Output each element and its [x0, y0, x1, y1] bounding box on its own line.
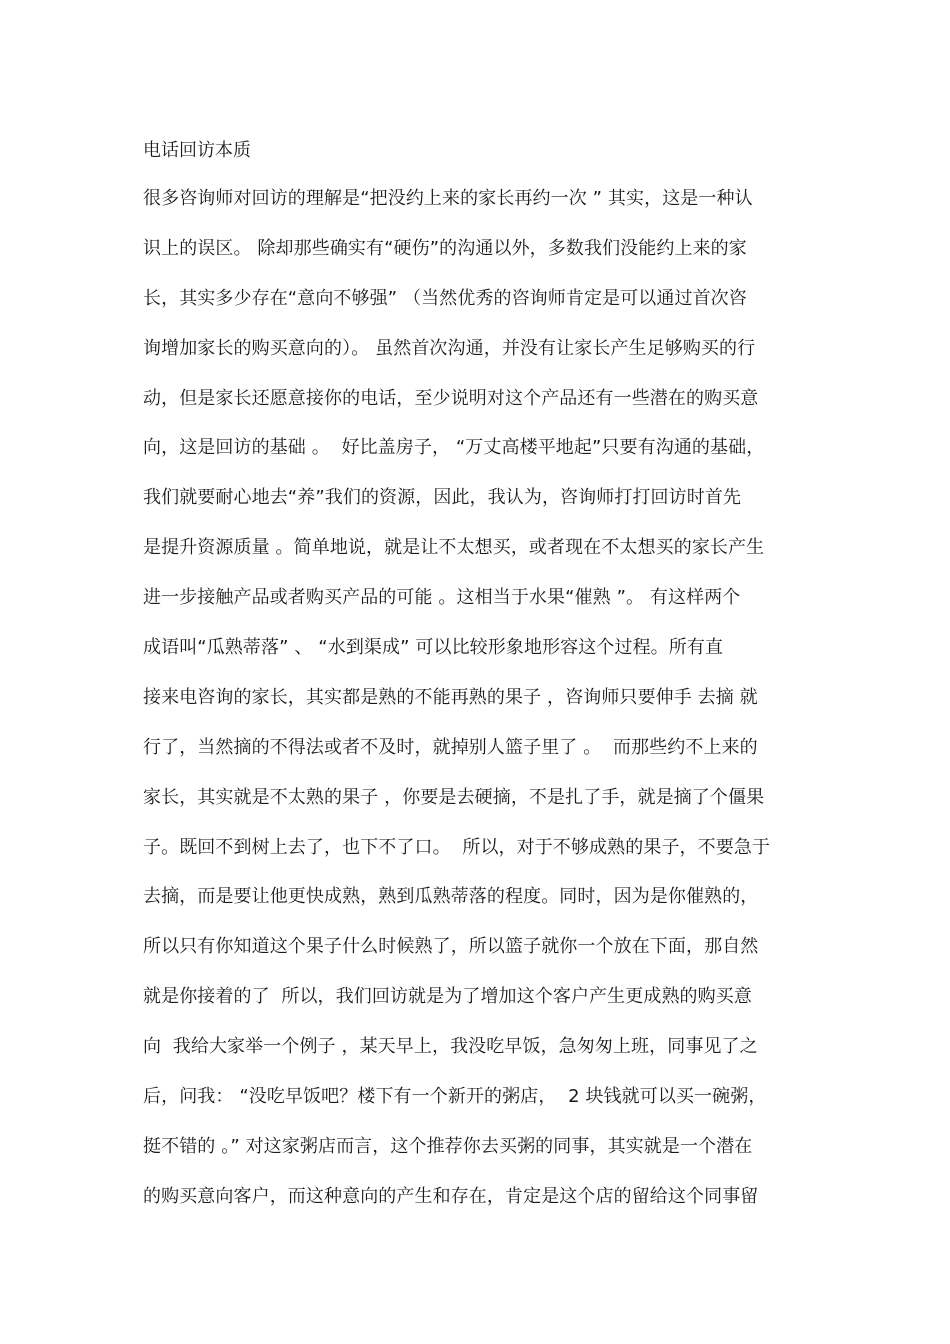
body-line: 是提升资源质量 。简单地说，就是让不太想买，或者现在不太想买的家长产生: [143, 537, 765, 559]
body-line: 询增加家长的购买意向的）。 虽然首次沟通，并没有让家长产生足够购买的行: [143, 337, 756, 359]
body-line: 向 我给大家举一个例子 ，某天早上，我没吃早饭，急匆匆上班，同事见了之: [143, 1036, 758, 1058]
body-line: 所以只有你知道这个果子什么时候熟了，所以篮子就你一个放在下面，那自然: [143, 936, 759, 958]
body-line: 去摘，而是要让他更快成熟，熟到瓜熟蒂落的程度。同时，因为是你催熟的，: [143, 886, 759, 908]
body-line: 子。既回不到树上去了，也下不了口。 所以，对于不够成熟的果子，不要急于: [143, 836, 771, 858]
body-line: 长，其实多少存在“意向不够强” （当然优秀的咨询师肯定是可以通过首次咨: [143, 287, 747, 309]
body-line: 接来电咨询的家长，其实都是熟的不能再熟的果子 ，咨询师只要伸手 去摘 就: [143, 686, 758, 708]
body-line: 就是你接着的了 所以，我们回访就是为了增加这个客户产生更成熟的购买意: [143, 986, 752, 1008]
body-line: 后，问我： “没吃早饭吧？楼下有一个新开的粥店， 2 块钱就可以买一碗粥，: [143, 1086, 767, 1108]
body-line: 家长，其实就是不太熟的果子 ，你要是去硬摘，不是扎了手，就是摘了个僵果: [143, 786, 765, 808]
body-line: 识上的误区。 除却那些确实有“硬伤”的沟通以外，多数我们没能约上来的家: [143, 237, 747, 259]
body-line: 行了，当然摘的不得法或者不及时，就掉别人篮子里了 。 而那些约不上来的: [143, 736, 758, 758]
body-line: 动，但是家长还愿意接你的电话，至少说明对这个产品还有一些潜在的购买意: [143, 387, 759, 409]
body-line: 成语叫“瓜熟蒂落” 、 “水到渠成” 可以比较形象地形容这个过程。所有直: [143, 637, 724, 659]
body-line: 进一步接触产品或者购买产品的可能 。这相当于水果“催熟 ”。 有这样两个: [143, 587, 741, 609]
document-title: 电话回访本质: [143, 140, 251, 161]
body-line: 的购买意向客户，而这种意向的产生和存在，肯定是这个店的留给这个同事留: [143, 1185, 759, 1207]
body-line: 向，这是回访的基础 。 好比盖房子， “万丈高楼平地起”只要有沟通的基础，: [143, 437, 765, 459]
body-line: 我们就要耐心地去“养”我们的资源，因此，我认为，咨询师打打回访时首先: [143, 487, 742, 509]
body-line: 挺不错的 。” 对这家粥店而言，这个推荐你去买粥的同事，其实就是一个潜在: [143, 1135, 753, 1157]
document-body: [143, 185, 823, 1233]
body-line: 很多咨询师对回访的理解是“把没约上来的家长再约一次 ” 其实，这是一种认: [143, 188, 753, 209]
